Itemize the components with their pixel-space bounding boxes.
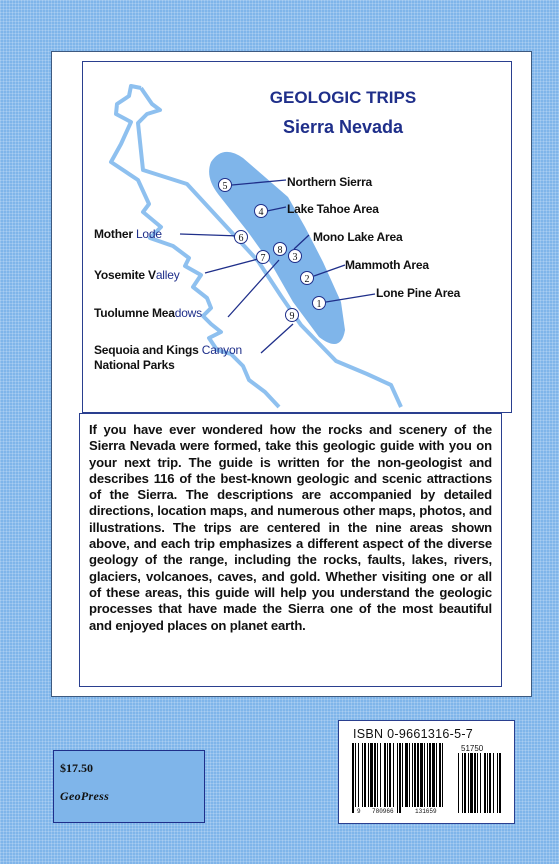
barcode-bar xyxy=(364,743,366,807)
barcode-bar xyxy=(380,743,381,807)
barcode-bar xyxy=(412,743,413,807)
barcode-bar xyxy=(368,743,369,807)
addon-bar xyxy=(480,753,481,813)
svg-text:3: 3 xyxy=(292,252,298,263)
barcode-bar xyxy=(417,743,419,807)
addon-bar xyxy=(462,753,463,813)
addon-bar xyxy=(458,753,459,813)
barcode-bar xyxy=(424,743,425,807)
barcode-digit-prefix: 9 xyxy=(357,808,361,815)
addon-bar xyxy=(493,753,494,813)
map-subtitle: Sierra Nevada xyxy=(282,117,404,137)
label-northern-sierra: Northern Sierra xyxy=(287,175,373,189)
barcode-bar xyxy=(439,743,441,807)
addon-bar xyxy=(484,753,486,813)
addon-bar xyxy=(489,753,491,813)
addon-bar xyxy=(487,753,488,813)
barcode-bar xyxy=(399,743,401,813)
isbn-barcode-box xyxy=(338,720,515,824)
description-text: If you have ever wondered how the rocks and scenery of the Sierra Nevada were formed, take this geologic guide with you on your next trip. The guide is written for the non-geologist and describes 116 of the best-known geologic and scenic attractions of the Sierra. The descriptions are accompanied by detailed directions, location maps, and numerous other maps, photos, and illustrations. The trips are centered in the nine areas shown above, and each trip emphasizes a different aspect of the diverse geology of the range, including the rocks, faults, lakes, rivers, glaciers, volcanoes, caves, and gold. Whether visiting one or all of these areas, this guide will help you understand the geologic processes that have made the Sierra one of the most beautiful and enjoyed places on planet earth. xyxy=(89,422,492,633)
isbn-number: ISBN 0-9661316-5-7 xyxy=(353,727,474,741)
area-marker-6 xyxy=(235,231,248,245)
barcode-bar xyxy=(442,743,443,807)
addon-bar xyxy=(470,753,473,813)
area-marker-7 xyxy=(257,251,270,265)
barcode-bar xyxy=(427,743,428,807)
label-national-parks: National Parks xyxy=(94,358,175,372)
area-marker-9 xyxy=(286,309,299,323)
svg-text:5: 5 xyxy=(222,181,228,192)
addon-bar xyxy=(497,753,498,813)
price-code: 51750 xyxy=(461,744,484,753)
label-yosemite-valley: Yosemite Valley xyxy=(94,268,180,282)
area-marker-5 xyxy=(219,179,232,193)
barcode-bar xyxy=(397,743,398,813)
label-mammoth: Mammoth Area xyxy=(345,258,429,272)
barcode-bar xyxy=(384,743,386,807)
label-lone-pine: Lone Pine Area xyxy=(376,286,461,300)
barcode-bar xyxy=(389,743,391,807)
svg-text:6: 6 xyxy=(238,233,244,244)
barcode-bar xyxy=(405,743,408,807)
svg-text:8: 8 xyxy=(277,245,283,256)
svg-text:9: 9 xyxy=(289,311,295,322)
area-marker-8 xyxy=(274,243,287,257)
label-sequoia-kings-canyon: Sequoia and Kings Canyon xyxy=(94,343,242,357)
barcode-bar xyxy=(393,743,394,807)
price-box xyxy=(53,750,205,823)
barcode-bar xyxy=(358,743,359,807)
addon-bar xyxy=(477,753,478,813)
addon-bar xyxy=(474,753,476,813)
svg-text:1: 1 xyxy=(316,299,322,310)
barcode-bar xyxy=(377,743,378,807)
barcode-bar xyxy=(362,743,363,807)
label-tuolumne-meadows: Tuolumne Meadows xyxy=(94,306,202,320)
description-box xyxy=(79,413,502,687)
addon-bar xyxy=(468,753,469,813)
area-marker-1 xyxy=(313,297,326,311)
barcode-digits-left: 780966 xyxy=(372,808,394,815)
addon-bar xyxy=(499,753,501,813)
svg-text:7: 7 xyxy=(260,253,266,264)
area-marker-3 xyxy=(289,250,302,264)
barcode-digits-right: 131659 xyxy=(415,808,437,815)
publisher-logo: GeoPress xyxy=(60,789,110,803)
barcode-bar xyxy=(355,743,356,807)
barcode-bar xyxy=(420,743,423,807)
barcode-bar xyxy=(429,743,431,807)
barcode-bar xyxy=(432,743,435,807)
barcode-bar xyxy=(414,743,416,807)
label-mono-lake: Mono Lake Area xyxy=(313,230,403,244)
barcode-bar xyxy=(409,743,410,807)
map-title: GEOLOGIC TRIPS xyxy=(269,88,417,107)
label-lake-tahoe: Lake Tahoe Area xyxy=(287,202,379,216)
barcode-bar xyxy=(352,743,354,813)
area-marker-4 xyxy=(255,205,268,219)
barcode-bar xyxy=(436,743,437,807)
area-marker-2 xyxy=(301,272,314,286)
addon-bar xyxy=(464,753,466,813)
barcode-graphic xyxy=(350,743,505,817)
barcode-bar xyxy=(370,743,373,807)
barcode-bar xyxy=(387,743,388,807)
sierra-map xyxy=(82,61,512,413)
svg-text:2: 2 xyxy=(304,274,310,285)
svg-text:4: 4 xyxy=(258,207,264,218)
price: $17.50 xyxy=(60,761,93,775)
barcode-bar xyxy=(374,743,376,807)
label-mother-lode: Mother Lode xyxy=(94,227,162,241)
barcode-bar xyxy=(402,743,403,807)
